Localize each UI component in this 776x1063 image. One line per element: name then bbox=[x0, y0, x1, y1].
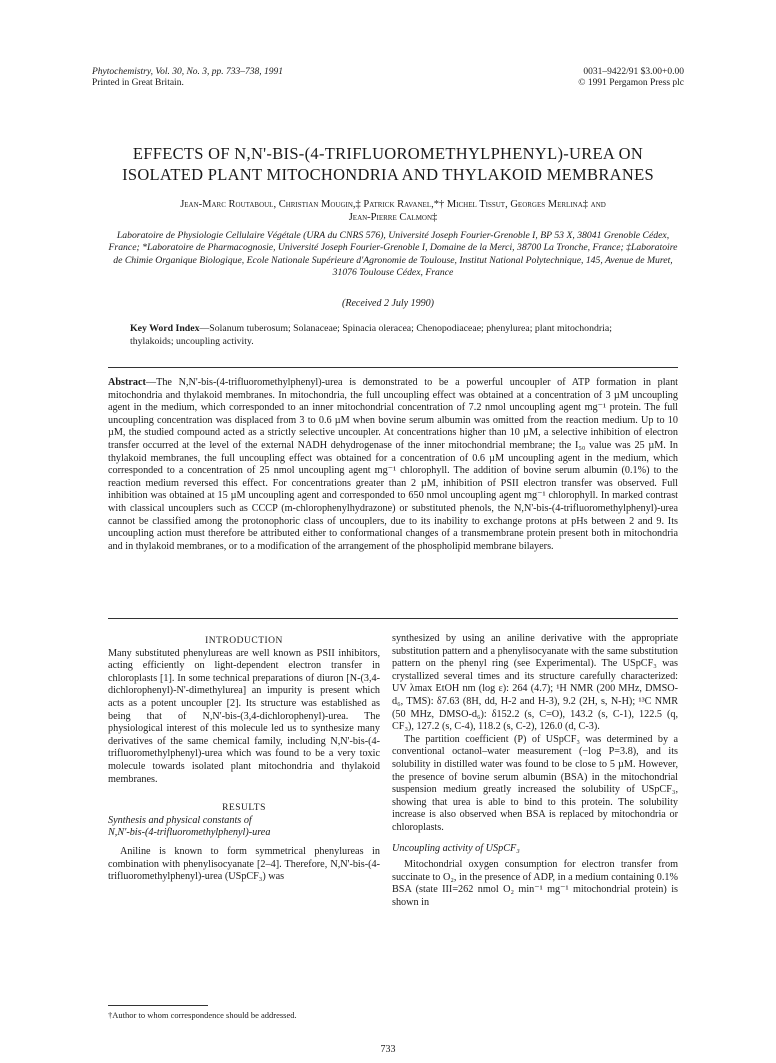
journal-code: 0031–9422/91 $3.00+0.00 bbox=[583, 67, 684, 77]
abstract bbox=[108, 377, 678, 553]
introduction-text: Many substituted phenylureas are well known as PSII inhibitors, acting efficiently on light-dependent electron transfer in chloroplasts [1]. In some technical preparations of diuron [N-(3,4-dichlorophenyl)-N'-dimethylurea] an impurity is present which acts as a potent uncoupler [2]. Its structure was established as being that of N,N'-bis-(3,4-dichlorophenyl)-urea. The physiological interest of this molecule led us to synthesize many derivatives of the same chemical family, including N,N'-bis-(4-trifluoromethylphenyl)-urea which was found to be a very toxic molecule towards isolated plant mitochondria and thylakoid membranes. bbox=[108, 647, 380, 785]
title-line-2: ISOLATED PLANT MITOCHONDRIA AND THYLAKOID MEMBRANES bbox=[122, 165, 654, 184]
journal-citation: Phytochemistry, Vol. 30, No. 3, pp. 733–738, 1991 bbox=[92, 67, 284, 77]
received-date: (Received 2 July 1990) bbox=[342, 298, 434, 309]
results-text: Aniline is known to form symmetrical phenylureas in combination with phenylisocyanate [2–4]. Therefore, N,N'-bis-(4-trifluoromethylphenyl)-urea (USpCF₃) was bbox=[108, 845, 380, 883]
right-column bbox=[392, 633, 678, 909]
footnote-rule bbox=[108, 1005, 208, 1006]
journal-header-left bbox=[92, 67, 283, 89]
page-number: 733 bbox=[380, 1044, 396, 1055]
footnote: †Author to whom correspondence should be addressed. bbox=[108, 1010, 297, 1020]
uncoupling-paragraph: Mitochondrial oxygen consumption for electron transfer from succinate to O₂, in the presence of ADP, in a medium containing 0.1% BSA (state III=262 nmol O₂ min⁻¹ mg⁻¹ mitochondrial protein) is shown in bbox=[392, 859, 678, 908]
keywords-label: Key Word Index bbox=[130, 323, 200, 334]
results-subheading-2: N,N'-bis-(4-trifluoromethylphenyl)-urea bbox=[108, 827, 271, 839]
journal-header-right bbox=[578, 67, 684, 89]
abstract-label: Abstract bbox=[108, 377, 146, 388]
uncoupling-subheading: Uncoupling activity of USpCF₃ bbox=[392, 842, 520, 854]
abstract-text: —The N,N'-bis-(4-trifluoromethylphenyl)-urea is demonstrated to be a powerful uncoupler of ATP formation in plant mitochondria and thylakoid membranes. In mitochondria, the full uncoupling effect was obtained at a concentration of 3 µM uncoupling agent in the medium, which corresponded to an inner mitochondrial concentration of 7.2 nmol uncoupling agent mg⁻¹ protein. The full uncoupling concentration was displaced from 3 to 0.6 µM when bovine serum albumin was omitted from the reaction medium. Up to 10 µM, the studied compound acted as a strictly selective uncoupler. At concentrations higher than 10 µM, a selective inhibition of electron transfer occurred at the level of the external NADH dehydrogenase of the inner mitochondrial membrane; the I₅₀ value was 25 µM. In thylakoid membranes, the full uncoupling effect was obtained for a concentration of 0.6 µM uncoupling agent in the medium, which corresponded to a concentration of 25 nmol uncoupling agent mg⁻¹ chlorophyll. The addition of bovine serum albumin (0.1%) to the reaction medium reversed this effect. For concentrations greater than 2 µM, inhibition of PSII electron transfer was observed. Full inhibition was obtained at 15 µM uncoupling agent and corresponded to 650 nmol uncoupling agent mg⁻¹ chlorophyll. In marked contrast with classical uncouplers such as CCCP (m-chlorophenylhydrazone) or substituted phenols, the N,N'-bis-(4-trifluoromethylphenyl)-urea cannot be classified among the protonophoric class of uncouplers, due to its inability to exchange protons at pHs between 2 and 9. Its uncoupling action must therefore be attributed either to conformational changes of a transmembrane protein present both in mitochondria and in thylakoid membranes, or to a modification of the arrangement of the phospholipid membrane bilayers. bbox=[108, 377, 678, 552]
abstract-bottom-rule bbox=[108, 618, 678, 619]
affiliations: Laboratoire de Physiologie Cellulaire Végétale (URA du CNRS 576), Université Joseph Fourier-Grenoble I, BP 53 X, 38041 Grenoble Cédex, France; *Laboratoire de Pharmacognosie, Université Joseph Fourier-Grenoble I, Domaine de la Merci, 38700 La Tronche, France; ‡Laboratoire de Chimie Organique Biologique, Ecole Nationale Supérieure d'Agronomie de Toulouse, Institut National Polytechnique, 145, Avenue de Muret, 31076 Toulouse Cédex, France bbox=[108, 230, 678, 279]
abstract-top-rule bbox=[108, 367, 678, 368]
results-heading: RESULTS bbox=[222, 803, 266, 814]
results-subheading-1: Synthesis and physical constants of bbox=[108, 814, 252, 826]
copyright-notice: © 1991 Pergamon Press plc bbox=[578, 78, 684, 88]
partition-paragraph: The partition coefficient (P) of USpCF₃ was determined by a conventional octanol–water measurement (−log P=3.8), and its solubility in distilled water was found to be close to 5 µM. However, the presence of bovine serum albumin (BSA) in the mitochondrial suspension medium greatly increased the solubility of USpCF₃, showing that urea is able to bind to this protein. The solubility increase is also observed when BSA is replaced by mitochondria or chloroplasts. bbox=[392, 733, 678, 833]
left-column bbox=[108, 635, 380, 884]
introduction-heading: INTRODUCTION bbox=[205, 636, 283, 646]
printed-in: Printed in Great Britain. bbox=[92, 78, 184, 88]
title-line-1: EFFECTS OF N,N'-BIS-(4-TRIFLUOROMETHYLPHENYL)-UREA ON bbox=[132, 144, 644, 163]
author-list bbox=[108, 198, 678, 224]
synthesis-paragraph: synthesized by using an aniline derivative with the appropriate substitution pattern and a phenylisocyanate with the same substitution pattern on the phenyl ring (see Experimental). The USpCF₃ was crystallized several times and its structure carefully characterized: UV λmax EtOH nm (log ε): 264 (4.7); ¹H NMR (200 MHz, DMSO-d₆, TMS): δ7.63 (8H, dd, H-2 and H-3), 9.2 (2H, s, N-H); ¹³C NMR (50 MHz, DMSO-d₆): δ152.2 (s, C=O), 143.2 (s, C-1), 122.5 (q, CF₃), 127.2 (s, C-4), 118.2 (s, C-2), 126.0 (d, C-3). bbox=[392, 633, 678, 733]
keywords-text: —Solanum tuberosum; Solanaceae; Spinacia oleracea; Chenopodiaceae; phenylurea; plant mitochondria; thylakoids; uncoupling activity. bbox=[130, 323, 612, 347]
authors-line-2: Jean-Pierre Calmon‡ bbox=[348, 212, 438, 223]
authors-line-1: Jean-Marc Routaboul, Christian Mougin,‡ Patrick Ravanel,*† Michel Tissut, Georges Merlina‡ and bbox=[180, 199, 606, 210]
keywords bbox=[130, 323, 650, 348]
paper-title bbox=[60, 143, 716, 185]
